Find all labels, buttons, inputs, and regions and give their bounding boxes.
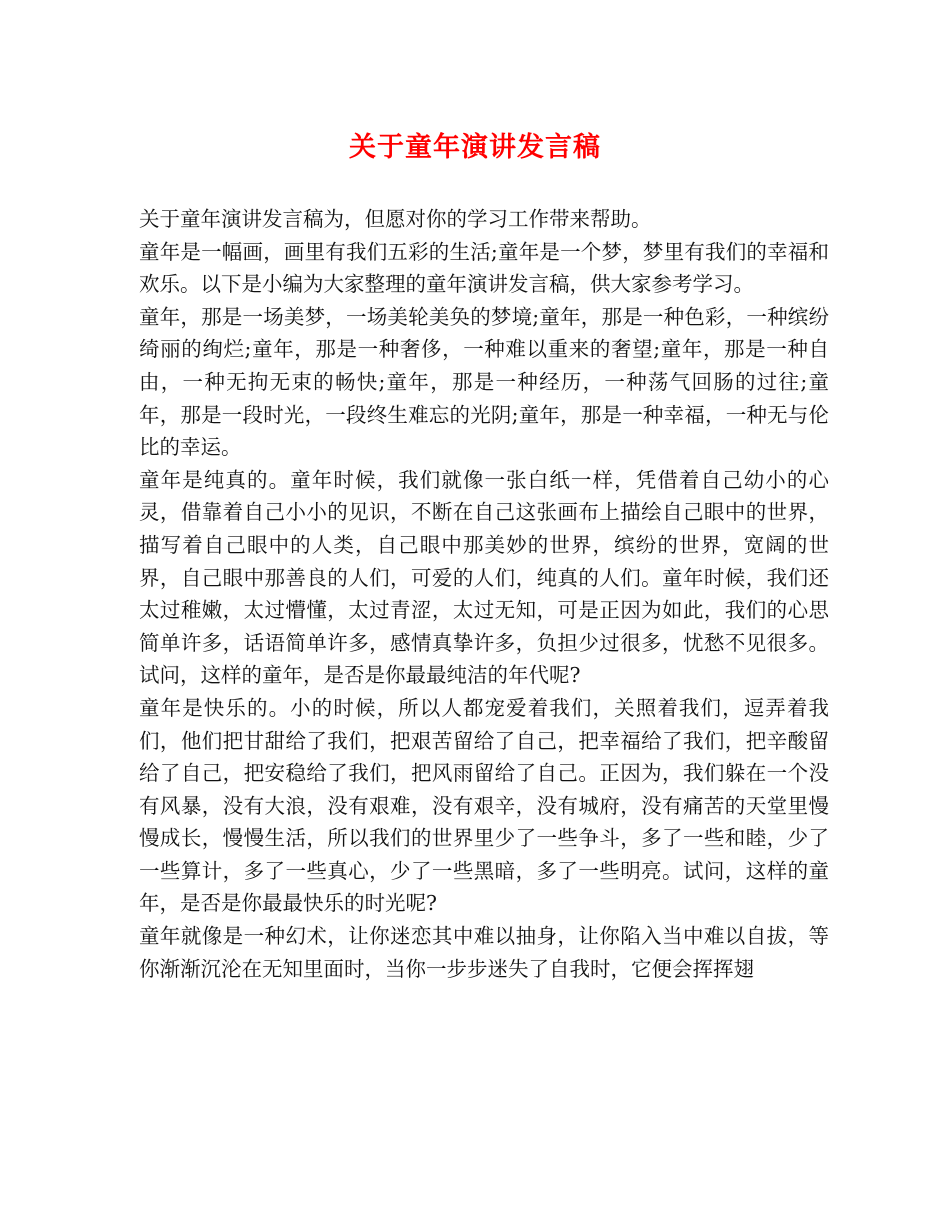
document-title: 关于童年演讲发言稿 (349, 132, 601, 163)
paragraph-preface: 童年是一幅画，画里有我们五彩的生活;童年是一个梦，梦里有我们的幸福和欢乐。以下是小编为大家整理的童年演讲发言稿，供大家参考学习。 (139, 239, 829, 297)
paragraph-childhood-pure: 童年是纯真的。童年时候，我们就像一张白纸一样，凭借着自己幼小的心灵，借靠着自己小小的见识，不断在自己这张画布上描绘自己眼中的世界，描写着自己眼中的人类，自己眼中那美妙的世界，缤纷的世界，宽阔的世界，自己眼中那善良的人们，可爱的人们，纯真的人们。童年时候，我们还太过稚嫩，太过懵懂，太过青涩，太过无知，可是正因为如此，我们的心思简单许多，话语简单许多，感情真挚许多，负担少过很多，忧愁不见很多。试问，这样的童年，是否是你最最纯洁的年代呢? (139, 467, 829, 688)
document-body (139, 203, 829, 985)
paragraph-intro: 关于童年演讲发言稿为，但愿对你的学习工作带来帮助。 (139, 207, 652, 231)
paragraph-childhood-magic: 童年就像是一种幻术，让你迷恋其中难以抽身，让你陷入当中难以自拔，等你渐渐沉沦在无知里面时，当你一步步迷失了自我时，它便会挥挥翅 (139, 924, 829, 981)
paragraph-childhood-dream: 童年，那是一场美梦，一场美轮美奂的梦境;童年，那是一种色彩，一种缤纷绮丽的绚烂;童年，那是一种奢侈，一种难以重来的奢望;童年，那是一种自由，一种无拘无束的畅快;童年，那是一种经历，一种荡气回肠的过往;童年，那是一段时光，一段终生难忘的光阴;童年，那是一种幸福，一种无与伦比的幸运。 (139, 304, 829, 460)
paragraph-childhood-happy: 童年是快乐的。小的时候，所以人都宠爱着我们，关照着我们，逗弄着我们，他们把甘甜给了我们，把艰苦留给了自己，把幸福给了我们，把辛酸留给了自己，把安稳给了我们，把风雨留给了自己。正因为，我们躲在一个没有风暴，没有大浪，没有艰难，没有艰辛，没有城府，没有痛苦的天堂里慢慢成长，慢慢生活，所以我们的世界里少了一些争斗，多了一些和睦，少了一些算计，多了一些真心，少了一些黑暗，多了一些明亮。试问，这样的童年，是否是你最最快乐的时光呢? (139, 695, 829, 916)
